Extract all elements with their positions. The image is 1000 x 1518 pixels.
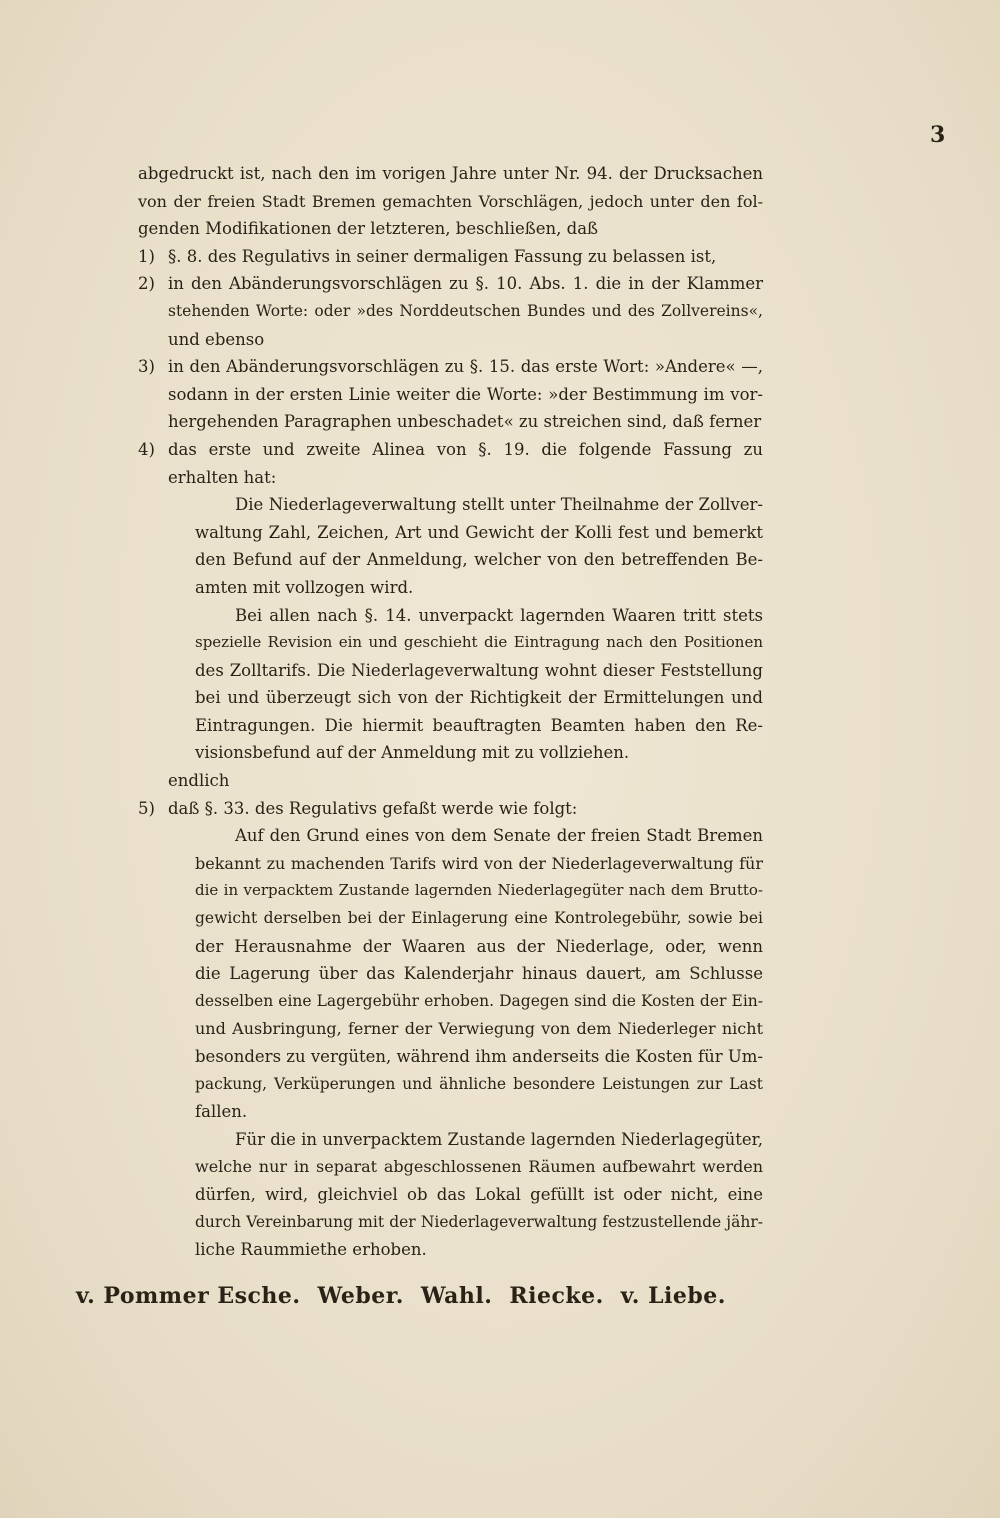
text-line: spezielle Revision ein und geschieht die Eintragung nach den Positionen [195,633,763,652]
text-line: gewicht derselben bei der Einlagerung eine Kontrolegebühr, sowie bei [195,909,763,928]
page-number: 3 [930,122,946,148]
item-number: 3) [138,357,155,377]
quote-section-19 [138,491,763,767]
text-line: Eintragungen. Die hiermit beauftragten Beamten haben den Re- [195,715,763,735]
text-line: des Zolltarifs. Die Niederlageverwaltung wohnt dieser Feststellung [195,660,763,680]
text-line: Für die in unverpacktem Zustande lagernden Niederlagegüter, [235,1129,763,1149]
quote-section-33 [138,822,763,1264]
item-list [138,243,763,491]
quote-paragraph [138,822,763,1126]
signature-row [76,1283,726,1309]
text-line: abgedruckt ist, nach den im vorigen Jahre unter Nr. 94. der Drucksachen [138,164,763,183]
text-line: von der freien Stadt Bremen gemachten Vorschlägen, jedoch unter den fol- [138,191,763,211]
text-line: amten mit vollzogen wird. [195,577,414,597]
text-line: Die Niederlageverwaltung stellt unter Theilnahme der Zollver- [235,495,763,515]
text-line: und ebenso [168,329,265,349]
signature: Weber. [317,1283,404,1309]
text-line: sodann in der ersten Linie weiter die Worte: »der Bestimmung im vor- [168,384,763,404]
item-number: 5) [138,798,155,818]
text-line: visionsbefund auf der Anmeldung mit zu vollziehen. [195,743,630,763]
text-line: dürfen, wird, gleichviel ob das Lokal gefüllt ist oder nicht, eine [195,1184,763,1204]
quote-paragraph [138,602,763,768]
item-text: daß §. 33. des Regulativs gefaßt werde wie folgt: [168,798,578,818]
text-line: der Herausnahme der Waaren aus der Niederlage, oder, wenn [195,936,763,956]
main-text [138,160,763,1264]
text-line [138,243,763,271]
text-line: genden Modifikationen der letzteren, beschließen, daß [138,219,599,239]
list-item [138,436,763,491]
list-item [138,353,763,436]
text-line: welche nur in separat abgeschlossenen Räumen aufbewahrt werden [195,1157,763,1177]
signature: Wahl. [420,1283,493,1309]
item-text: das erste und zweite Alinea von §. 19. die folgende Fassung zu [168,439,763,459]
text-line: desselben eine Lagergebühr erhoben. Dagegen sind die Kosten der Ein- [195,991,763,1010]
text-line [138,436,763,464]
text-line: die in verpacktem Zustande lagernden Niederlagegüter nach dem Brutto- [195,881,763,900]
intro-paragraph [138,160,763,243]
item-text: in den Abänderungsvorschlägen zu §. 10. Abs. 1. die in der Klammer [168,274,763,294]
text-line [138,353,763,381]
text-line: hergehenden Paragraphen unbeschadet« zu streichen sind, daß ferner [168,412,762,432]
item-number: 4) [138,439,155,459]
signature: Riecke. [509,1283,604,1309]
text-line: erhalten hat: [168,467,277,487]
item-5 [138,795,763,823]
item-text: §. 8. des Regulativs in seiner dermaligen Fassung zu belassen ist, [168,246,717,266]
text-line: stehenden Worte: oder »des Norddeutschen Bundes und des Zollvereins«, [168,301,763,320]
item-number: 1) [138,246,155,266]
text-line: den Befund auf der Anmeldung, welcher von den betreffenden Be- [195,550,763,570]
item-text: in den Abänderungsvorschlägen zu §. 15. das erste Wort: »Andere« —, [168,357,763,377]
text-line: bekannt zu machenden Tarifs wird von der Niederlageverwaltung für [195,853,763,873]
text-line: bei und überzeugt sich von der Richtigkeit der Ermittelungen und [195,688,763,708]
text-line: die Lagerung über das Kalenderjahr hinaus dauert, am Schlusse [195,964,763,984]
text-line: besonders zu vergüten, während ihm anderseits die Kosten für Um- [195,1047,763,1066]
quote-paragraph [138,1126,763,1264]
signature: v. Pommer Esche. [76,1283,301,1309]
quote-paragraph [138,491,763,601]
list-item [138,243,763,271]
item-number: 2) [138,274,155,294]
text-line: waltung Zahl, Zeichen, Art und Gewicht der Kolli fest und bemerkt [195,522,763,542]
text-line: und Ausbringung, ferner der Verwiegung von dem Niederleger nicht [195,1019,763,1039]
text-line: liche Raummiethe erhoben. [195,1240,427,1260]
text-line: packung, Verküperungen und ähnliche besondere Leistungen zur Last [195,1074,763,1093]
text-line: durch Vereinbarung mit der Niederlageverwaltung festzustellende jähr- [195,1212,763,1231]
list-item [138,270,763,353]
signature: v. Liebe. [620,1283,726,1309]
endlich-line: endlich [168,771,230,791]
text-line: Bei allen nach §. 14. unverpackt lagernden Waaren tritt stets [235,605,763,625]
text-line: Auf den Grund eines von dem Senate der freien Stadt Bremen [235,826,763,846]
text-line [138,270,763,298]
text-line: fallen. [195,1102,248,1122]
